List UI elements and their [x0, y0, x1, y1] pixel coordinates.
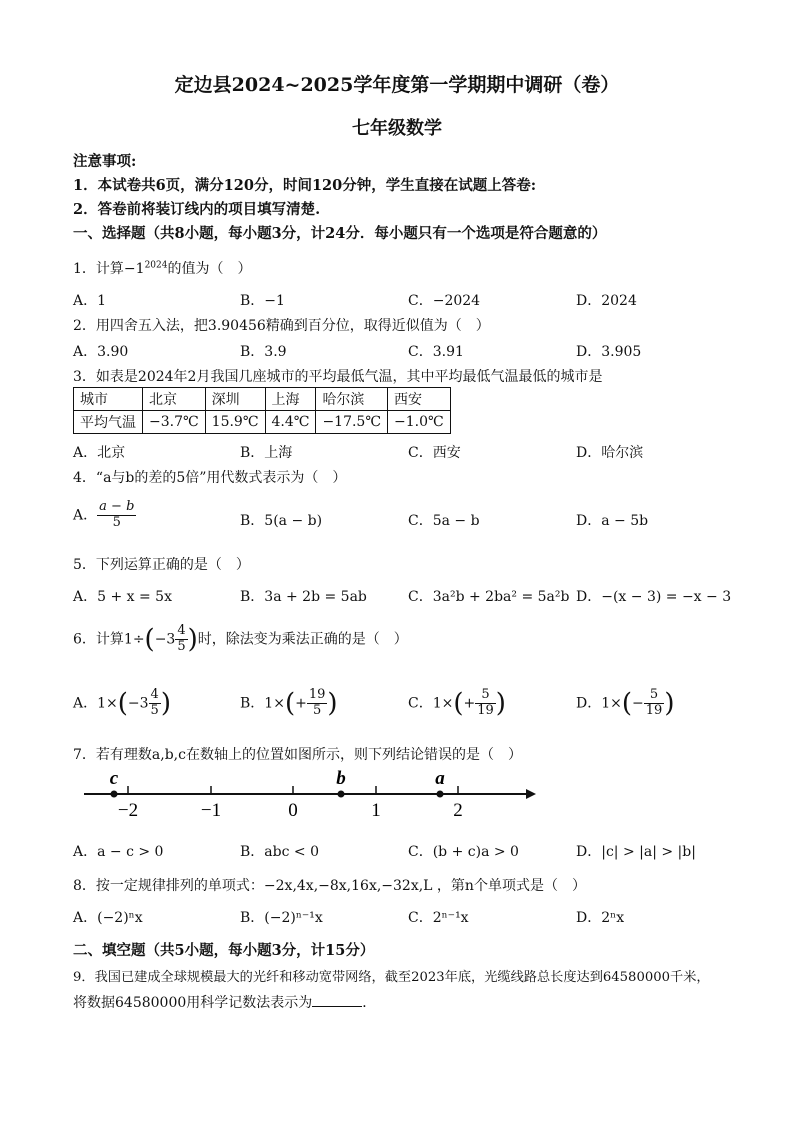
q9-line-2: 将数据64580000用科学记数法表示为 ． [73, 995, 377, 1011]
notice-heading: 注意事项: [73, 153, 137, 170]
q1-option-a: A．1 [73, 293, 107, 309]
q2-option-c: C．3.91 [408, 344, 464, 360]
q7-stem: 7．若有理数a,b,c在数轴上的位置如图所示，则下列结论错误的是（ ） [73, 747, 522, 763]
point-a [437, 791, 444, 798]
q8-stem: 8．按一定规律排列的单项式：−2x,4x,−8x,16x,−32x,L ，第n个单项式是（ ） [73, 878, 586, 894]
point-label-c: c [109, 768, 119, 789]
section1-heading: 一、选择题（共8小题，每小题3分，计24分．每小题只有一个选项是符合题意的） [73, 225, 607, 242]
table-header-row [74, 388, 451, 411]
q4-option-c: C．5a − b [408, 513, 480, 529]
q3-option-c: C．西安 [408, 445, 461, 461]
exam-title: 定边县2024~2025学年度第一学期期中调研（卷） [174, 74, 620, 96]
table-cell: 4.4℃ [265, 411, 316, 434]
q7-option-c: C．(b + c)a > 0 [408, 844, 519, 860]
table-row [74, 411, 451, 434]
table-cell: 西安 [388, 388, 451, 411]
table-cell: −17.5℃ [316, 411, 388, 434]
q5-option-c: C．3a²b + 2ba² = 5a²b [408, 589, 570, 605]
q9-line-1: 9．我国已建成全球规模最大的光纤和移动宽带网络，截至2023年底，光缆线路总长度达到64580000千米， [73, 970, 710, 985]
table-cell: 上海 [265, 388, 316, 411]
q6-stem: 6．计算1÷(−3 $\frac{4}{5}$ )时，除法变为乘法正确的是（ ） [73, 623, 408, 655]
table-cell: −3.7℃ [143, 411, 206, 434]
q5-option-d: D．−(x − 3) = −x − 3 [576, 589, 732, 605]
table-cell: 城市 [74, 388, 143, 411]
q4-option-a: A． $\frac{a - b}{5}$ [73, 499, 135, 530]
point-c [111, 791, 118, 798]
q1-option-d: D．2024 [576, 293, 637, 309]
q3-option-b: B．上海 [240, 445, 293, 461]
q6-option-c: C．1×(+ $\frac{5}{19}$ ) [408, 687, 506, 719]
q1-option-b: B．−1 [240, 293, 285, 309]
q2-option-b: B．3.9 [240, 344, 287, 360]
table-cell: 北京 [143, 388, 206, 411]
number-line-diagram [80, 766, 540, 826]
q7-option-b: B．abc < 0 [240, 844, 319, 860]
q8-option-b: B．(−2)ⁿ⁻¹x [240, 910, 323, 926]
temperature-table [73, 387, 451, 434]
notice-item-2: 2．答卷前将装订线内的项目填写清楚. [73, 201, 321, 218]
q5-option-a: A．5 + x = 5x [73, 589, 172, 605]
q6-option-a: A．1×(−3 $\frac{4}{5}$ ) [73, 687, 171, 719]
q2-option-a: A．3.90 [73, 344, 129, 360]
tick-label: 2 [453, 800, 463, 821]
q8-option-d: D．2ⁿx [576, 910, 625, 926]
q4-stem: 4．“a与b的差的5倍”用代数式表示为（ ） [73, 470, 347, 486]
point-label-a: a [435, 768, 445, 789]
q3-option-a: A．北京 [73, 445, 126, 461]
tick-label: −2 [117, 800, 139, 821]
tick-label: 1 [371, 800, 381, 821]
notice-item-1: 1．本试卷共6页，满分120分，时间120分钟，学生直接在试题上答卷: [73, 177, 537, 194]
q4-option-b: B．5(a − b) [240, 513, 323, 529]
section2-heading: 二、填空题（共5小题，每小题3分，计15分） [73, 942, 375, 959]
q7-option-d: D．|c| > |a| > |b| [576, 844, 696, 860]
tick-label: −1 [200, 800, 222, 821]
q2-option-d: D．3.905 [576, 344, 642, 360]
q5-option-b: B．3a + 2b = 5ab [240, 589, 367, 605]
table-cell: 深圳 [205, 388, 265, 411]
q2-stem: 2．用四舍五入法，把3.90456精确到百分位，取得近似值为（ ） [73, 318, 490, 334]
tick-label: 0 [288, 800, 298, 821]
fraction: $\frac{a - b}{5}$ [99, 499, 135, 530]
table-cell: −1.0℃ [388, 411, 451, 434]
q3-option-d: D．哈尔滨 [576, 445, 644, 461]
table-cell: 15.9℃ [205, 411, 265, 434]
q3-stem: 3．如表是2024年2月我国几座城市的平均最低气温，其中平均最低气温最低的城市是 [73, 369, 603, 385]
q7-option-a: A．a − c > 0 [73, 844, 164, 860]
table-cell: 哈尔滨 [316, 388, 388, 411]
q6-option-d: D．1×(− $\frac{5}{19}$ ) [576, 687, 675, 719]
q1-option-c: C．−2024 [408, 293, 481, 309]
q4-option-d: D．a − 5b [576, 513, 649, 529]
q6-option-b: B．1×(+ $\frac{19}{5}$ ) [240, 687, 338, 719]
table-cell: 平均气温 [74, 411, 143, 434]
q5-stem: 5．下列运算正确的是（ ） [73, 557, 250, 573]
axis-arrow [526, 789, 536, 799]
point-b [338, 791, 345, 798]
q8-option-c: C．2ⁿ⁻¹x [408, 910, 469, 926]
answer-blank[interactable] [312, 1006, 362, 1007]
exam-subtitle: 七年级数学 [352, 118, 442, 139]
q8-option-a: A．(−2)ⁿx [73, 910, 143, 926]
point-label-b: b [336, 768, 346, 789]
q1-stem: 1．计算$-1^{2024}$的值为（ ） [73, 260, 252, 277]
